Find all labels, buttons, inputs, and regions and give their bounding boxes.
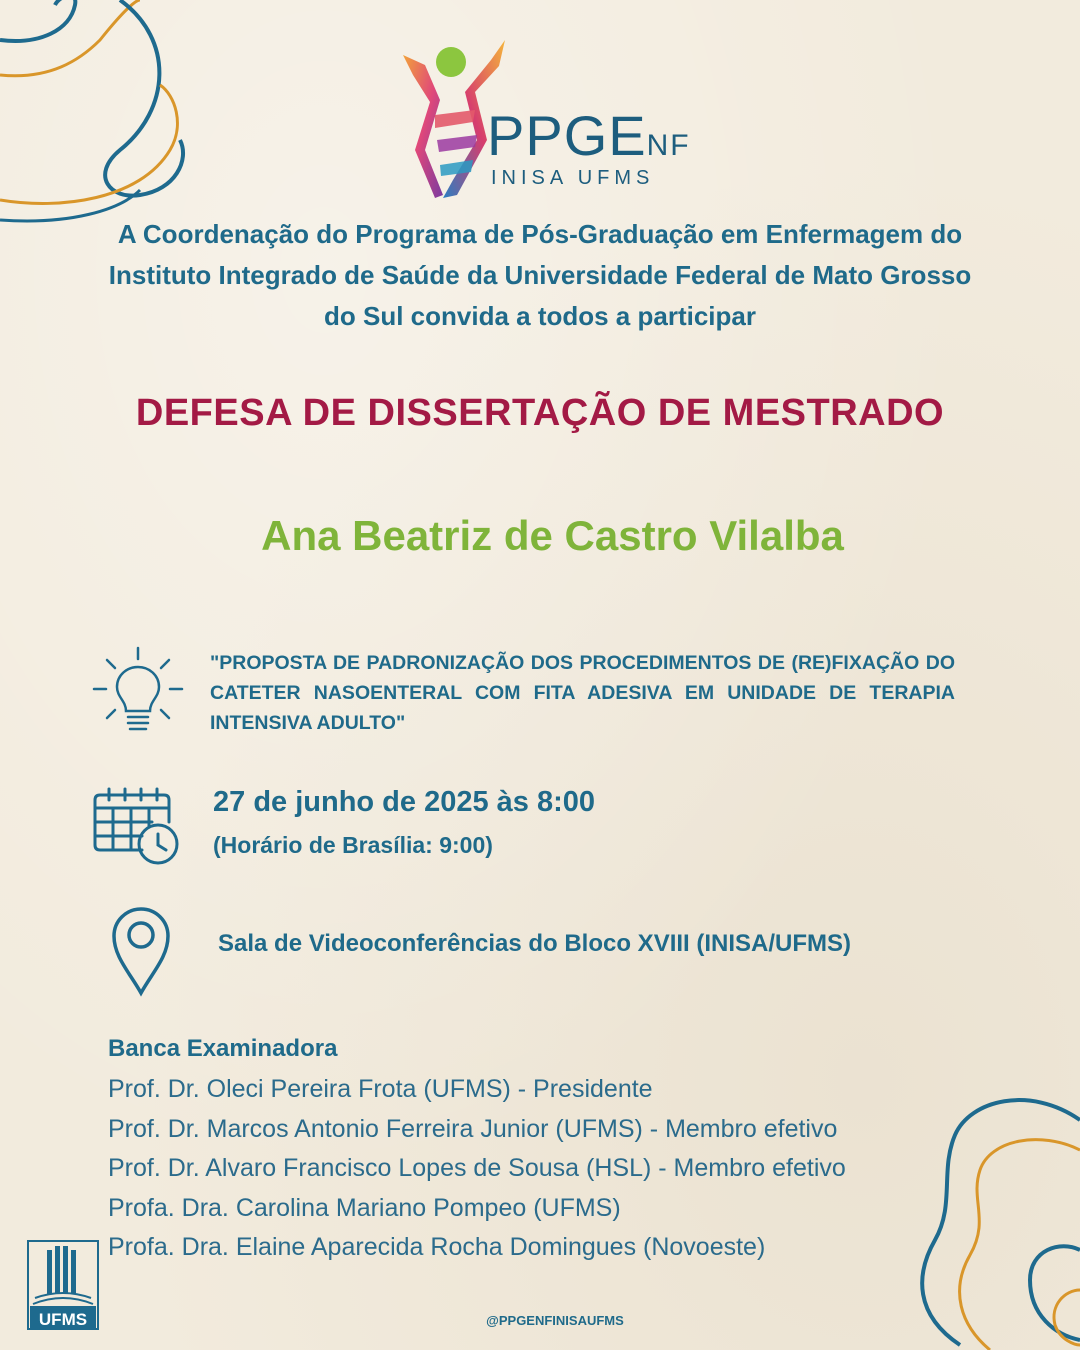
event-location: Sala de Videoconferências do Bloco XVIII (INISA/UFMS) [218,930,852,957]
calendar-clock-icon [92,786,184,868]
committee-member: Prof. Dr. Marcos Antonio Ferreira Junior (UFMS) - Membro efetivo [108,1114,838,1143]
logo-title: PPGENF [487,104,691,167]
program-logo [395,30,695,205]
ufms-logo [27,1240,99,1330]
decorative-swirl-bottom-right [880,1090,1080,1350]
thesis-title: "PROPOSTA DE PADRONIZAÇÃO DOS PROCEDIMENTOS DE (RE)FIXAÇÃO DO CATETER NASOENTERAL COM FITA ADESIVA EM UNIDADE DE TERAPIA INTENSIVA ADULTO" [210,652,955,734]
event-date: 27 de junho de 2025 às 8:00 [213,786,596,818]
student-name: Ana Beatriz de Castro Vilalba [261,512,844,559]
decorative-swirl-top-left [0,0,210,230]
logo-subtitle: INISA UFMS [491,167,655,189]
social-handle: @PPGENFINISAUFMS [486,1313,624,1328]
map-pin-icon [110,905,172,997]
event-type-heading: DEFESA DE DISSERTAÇÃO DE MESTRADO [135,392,945,434]
committee-member: Profa. Dra. Carolina Mariano Pompeo (UFMS) [108,1193,621,1222]
committee-list [108,1070,846,1268]
event-time-note: (Horário de Brasília: 9:00) [213,832,493,858]
lightbulb-icon [92,645,184,737]
intro-text: A Coordenação do Programa de Pós-Graduação em Enfermagem do Instituto Integrado de Saúde da Universidade Federal de Mato Grosso do Sul convida a todos a participar [108,219,972,331]
committee-member: Prof. Dr. Alvaro Francisco Lopes de Sousa (HSL) - Membro efetivo [108,1154,846,1182]
committee-member: Prof. Dr. Oleci Pereira Frota (UFMS) - Presidente [108,1075,653,1103]
committee-member: Profa. Dra. Elaine Aparecida Rocha Domingues (Novoeste) [108,1233,766,1261]
committee-heading: Banca Examinadora [108,1035,338,1062]
ufms-label: UFMS [38,1310,88,1329]
